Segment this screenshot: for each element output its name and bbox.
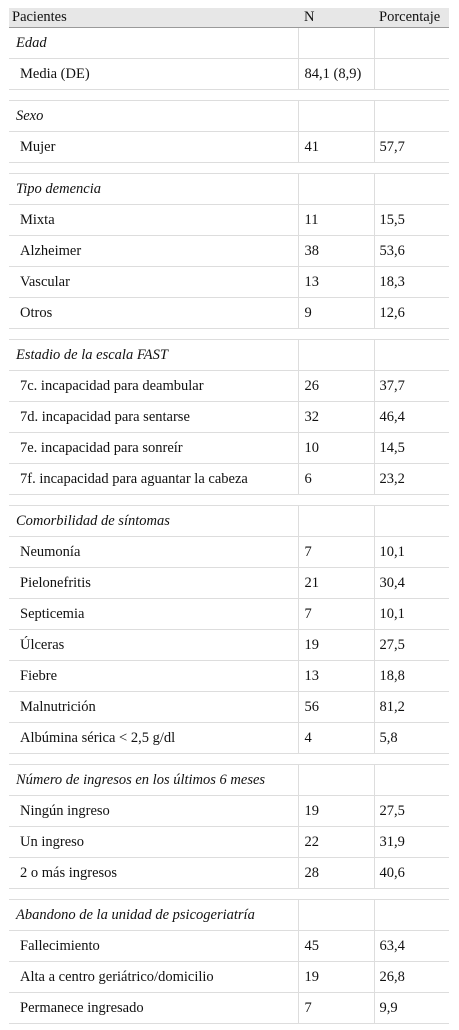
section-title: Abandono de la unidad de psicogeriatría [9,900,298,931]
section-header-row [9,900,449,931]
row-label: Mixta [9,205,298,236]
table-body [9,28,449,1024]
row-n-value: 32 [298,402,374,433]
section-header-row [9,174,449,205]
section-title: Comorbilidad de síntomas [9,506,298,537]
section-title: Estadio de la escala FAST [9,340,298,371]
row-n-value: 6 [298,464,374,495]
row-n-value: 11 [298,205,374,236]
row-percentage-value: 81,2 [374,692,449,723]
row-percentage-value: 53,6 [374,236,449,267]
row-percentage-value: 27,5 [374,796,449,827]
table-row [9,962,449,993]
spacer-cell [298,495,374,506]
empty-cell [298,506,374,537]
spacer-cell [374,90,449,101]
row-percentage-value: 27,5 [374,630,449,661]
empty-cell [374,900,449,931]
row-percentage-value: 46,4 [374,402,449,433]
spacer-cell [9,90,298,101]
section-header-row [9,101,449,132]
table-row [9,661,449,692]
table-row [9,267,449,298]
section-title: Número de ingresos en los últimos 6 meses [9,765,298,796]
row-label: Alta a centro geriátrico/domicilio [9,962,298,993]
empty-cell [298,101,374,132]
empty-cell [374,101,449,132]
section-spacer [9,90,449,101]
row-percentage-value: 31,9 [374,827,449,858]
spacer-cell [298,329,374,340]
table-row [9,402,449,433]
row-percentage-value: 9,9 [374,993,449,1024]
row-percentage-value: 15,5 [374,205,449,236]
table-row [9,568,449,599]
empty-cell [374,174,449,205]
empty-cell [374,506,449,537]
table-row [9,858,449,889]
row-n-value: 7 [298,537,374,568]
header-patients: Pacientes [9,8,298,28]
row-percentage-value: 10,1 [374,599,449,630]
row-n-value: 45 [298,931,374,962]
row-n-value: 28 [298,858,374,889]
row-percentage-value: 10,1 [374,537,449,568]
row-n-value: 56 [298,692,374,723]
row-percentage-value: 30,4 [374,568,449,599]
section-header-row [9,28,449,59]
spacer-cell [374,495,449,506]
spacer-cell [374,889,449,900]
empty-cell [374,340,449,371]
row-label: Media (DE) [9,59,298,90]
spacer-cell [298,90,374,101]
row-n-value: 9 [298,298,374,329]
row-percentage-value: 63,4 [374,931,449,962]
row-percentage-value: 12,6 [374,298,449,329]
row-percentage-value: 26,8 [374,962,449,993]
table-row [9,371,449,402]
row-label: Úlceras [9,630,298,661]
row-label: Neumonía [9,537,298,568]
row-n-value: 7 [298,993,374,1024]
spacer-cell [298,889,374,900]
section-title: Tipo demencia [9,174,298,205]
row-label: Otros [9,298,298,329]
empty-cell [298,900,374,931]
row-percentage-value: 37,7 [374,371,449,402]
row-label: Vascular [9,267,298,298]
spacer-cell [298,754,374,765]
empty-cell [374,765,449,796]
section-header-row [9,506,449,537]
section-spacer [9,889,449,900]
row-label: Pielonefritis [9,568,298,599]
row-label: Septicemia [9,599,298,630]
spacer-cell [9,329,298,340]
row-n-value: 4 [298,723,374,754]
table-row [9,433,449,464]
table-row [9,298,449,329]
row-n-value: 19 [298,630,374,661]
row-label: 7d. incapacidad para sentarse [9,402,298,433]
table-row [9,796,449,827]
table-row [9,205,449,236]
table-row [9,630,449,661]
row-label: Fallecimiento [9,931,298,962]
section-header-row [9,340,449,371]
table-row [9,692,449,723]
spacer-cell [9,495,298,506]
table-header [9,8,449,28]
row-percentage-value: 5,8 [374,723,449,754]
section-title: Edad [9,28,298,59]
row-percentage-value: 14,5 [374,433,449,464]
row-percentage-value: 57,7 [374,132,449,163]
table-row [9,599,449,630]
row-percentage-value: 18,8 [374,661,449,692]
row-n-value: 26 [298,371,374,402]
empty-cell [374,28,449,59]
table-row [9,931,449,962]
header-percentage: Porcentaje [374,8,449,28]
row-n-value: 13 [298,661,374,692]
empty-cell [298,340,374,371]
table-row [9,537,449,568]
row-n-value: 19 [298,962,374,993]
row-n-value: 10 [298,433,374,464]
row-n-value: 7 [298,599,374,630]
row-label: 7e. incapacidad para sonreír [9,433,298,464]
row-label: Albúmina sérica < 2,5 g/dl [9,723,298,754]
row-label: Permanece ingresado [9,993,298,1024]
row-label: Malnutrición [9,692,298,723]
table-row [9,464,449,495]
section-spacer [9,329,449,340]
row-n-value: 84,1 (8,9) [298,59,374,90]
spacer-cell [298,163,374,174]
row-label: 2 o más ingresos [9,858,298,889]
table-row [9,993,449,1024]
section-spacer [9,163,449,174]
row-n-value: 13 [298,267,374,298]
empty-cell [298,174,374,205]
row-n-value: 22 [298,827,374,858]
empty-cell [298,28,374,59]
row-label: Fiebre [9,661,298,692]
spacer-cell [9,163,298,174]
table-row [9,59,449,90]
row-n-value: 38 [298,236,374,267]
spacer-cell [9,754,298,765]
row-n-value: 41 [298,132,374,163]
section-header-row [9,765,449,796]
header-row [9,8,449,28]
row-label: 7f. incapacidad para aguantar la cabeza [9,464,298,495]
row-percentage-value: 23,2 [374,464,449,495]
row-label: Ningún ingreso [9,796,298,827]
empty-cell [298,765,374,796]
row-percentage-value [374,59,449,90]
spacer-cell [374,754,449,765]
row-percentage-value: 40,6 [374,858,449,889]
spacer-cell [374,163,449,174]
section-spacer [9,754,449,765]
section-title: Sexo [9,101,298,132]
row-label: 7c. incapacidad para deambular [9,371,298,402]
table-row [9,723,449,754]
table-row [9,827,449,858]
section-spacer [9,495,449,506]
row-n-value: 21 [298,568,374,599]
patients-table [9,8,449,1024]
row-percentage-value: 18,3 [374,267,449,298]
spacer-cell [9,889,298,900]
table-row [9,132,449,163]
row-n-value: 19 [298,796,374,827]
row-label: Alzheimer [9,236,298,267]
spacer-cell [374,329,449,340]
header-n: N [298,8,374,28]
row-label: Mujer [9,132,298,163]
table-row [9,236,449,267]
row-label: Un ingreso [9,827,298,858]
